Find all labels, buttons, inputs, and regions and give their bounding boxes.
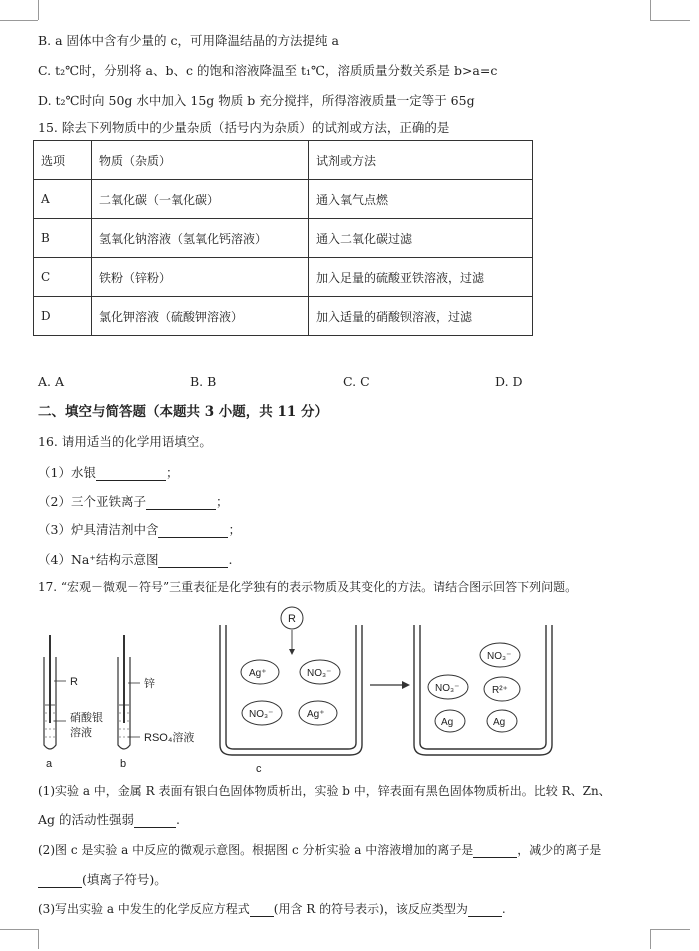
q17-part2-mid: ，减少的离子是: [517, 843, 602, 857]
table-row: [34, 258, 533, 297]
q16-item-1: [38, 463, 178, 481]
table-cell: 加入适量的硝酸钡溶液，过滤: [309, 297, 533, 336]
corner-mark: [0, 20, 38, 21]
table-header-cell: 试剂或方法: [309, 141, 533, 180]
q16-item-label: （1）水银: [38, 465, 96, 480]
table-row: [34, 219, 533, 258]
q17-part2-text: (2)图 c 是实验 a 中反应的微观示意图。根据图 c 分析实验 a 中溶液增加的离子是: [38, 843, 474, 857]
test-tube-a: [44, 635, 103, 770]
answer-blank[interactable]: [473, 843, 517, 858]
q16-item-end: ；: [165, 465, 179, 480]
option-c-line: C. t₂℃时，分别将 a、b、c 的饱和溶液降温至 t₁℃，溶质质量分数关系是 b>a=c: [38, 63, 498, 78]
section-heading: 二、填空与简答题（本题共 3 小题，共 11 分）: [38, 404, 328, 420]
beaker-after: [414, 625, 552, 755]
choice-b: B. B: [190, 374, 217, 389]
option-b-line: B. a 固体中含有少量的 c，可用降温结晶的方法提纯 a: [38, 33, 339, 48]
corner-mark: [18, 0, 39, 20]
table-header-row: [34, 141, 533, 180]
answer-blank[interactable]: [158, 522, 228, 538]
question-16-stem: 16. 请用适当的化学用语填空。: [38, 434, 212, 449]
q16-item-2: [38, 492, 228, 510]
q17-part3-mid: (用含 R 的符号表示)，该反应类型为: [273, 902, 468, 916]
table-cell: 氢氧化钠溶液（氢氧化钙溶液）: [92, 219, 309, 258]
arrow-down-icon: [289, 649, 295, 655]
tube-a-liquid-label: 溶液: [70, 727, 92, 739]
tube-a-caption: a: [46, 758, 53, 770]
q17-part1-line1: (1)实验 a 中，金属 R 表面有银白色固体物质析出，实验 b 中，锌表面有黑色固体物质析出。比较 R、Zn、: [38, 784, 611, 798]
ion-label: Ag⁺: [249, 668, 267, 679]
table-cell: 二氧化碳（一氧化碳）: [92, 180, 309, 219]
q16-item-4: [38, 550, 232, 568]
tube-b-liquid-label: RSO₄溶液: [144, 732, 195, 744]
answer-blank[interactable]: [146, 494, 216, 510]
ion-label: NO₃⁻: [307, 668, 332, 679]
q16-item-end: ；: [228, 522, 241, 537]
answer-blank[interactable]: [250, 902, 274, 917]
q16-item-end: .: [228, 552, 233, 567]
ion-label: NO₃⁻: [249, 709, 274, 720]
table-row: [34, 297, 533, 336]
q17-part2-line1: [38, 841, 601, 858]
table-header-cell: 物质（杂质）: [92, 141, 309, 180]
q16-item-label: （3）炉具清洁剂中含: [38, 522, 159, 537]
corner-mark: [650, 929, 671, 949]
q17-part2-end: (填离子符号)。: [82, 872, 167, 887]
test-tube-b: [118, 635, 194, 770]
beaker-c-caption: c: [256, 763, 262, 775]
tube-a-liquid-label: 硝酸银: [70, 712, 103, 724]
answer-blank[interactable]: [38, 872, 82, 888]
ion-label: Ag⁺: [307, 709, 325, 720]
tube-b-caption: b: [120, 758, 127, 770]
ion-label: NO₃⁻: [487, 651, 512, 662]
q17-part3-text: (3)写出实验 a 中发生的化学反应方程式: [38, 902, 250, 916]
q17-part1-end: .: [176, 812, 180, 827]
table-cell: 铁粉（锌粉）: [92, 258, 309, 297]
table-cell: B: [34, 219, 92, 258]
ion-label: R²⁺: [492, 685, 508, 696]
experiment-figure: [30, 605, 560, 775]
atom-label: Ag: [441, 717, 454, 728]
table-row: [34, 180, 533, 219]
q16-item-3: [38, 520, 241, 538]
choice-c: C. C: [343, 374, 370, 389]
tube-a-top-label: R: [70, 676, 78, 688]
corner-mark: [650, 0, 671, 20]
answer-blank[interactable]: [158, 552, 228, 568]
answer-blank[interactable]: [468, 902, 502, 917]
ion-label: NO₃⁻: [435, 683, 460, 694]
choice-a: A. A: [38, 374, 65, 389]
question-15-stem: 15. 除去下列物质中的少量杂质（括号内为杂质）的试剂或方法，正确的是: [38, 120, 450, 135]
corner-mark: [650, 20, 690, 21]
table-header-cell: 选项: [34, 141, 92, 180]
impurity-table: [33, 140, 533, 336]
q17-part3-end: .: [501, 902, 506, 916]
falling-atom-label: R: [288, 613, 296, 625]
question-17-stem: 17. “宏观－微观－符号”三重表征是化学独有的表示物质及其变化的方法。请结合图示回答下列问题。: [38, 580, 578, 594]
q17-part3-line: [38, 900, 506, 917]
q16-item-label: （2）三个亚铁离子: [38, 494, 146, 509]
table-cell: 通入氧气点燃: [309, 180, 533, 219]
choice-d: D. D: [495, 374, 523, 389]
q16-item-label: （4）Na⁺结构示意图: [38, 552, 159, 567]
answer-blank[interactable]: [96, 465, 166, 481]
table-cell: A: [34, 180, 92, 219]
table-cell: 通入二氧化碳过滤: [309, 219, 533, 258]
corner-mark: [18, 929, 39, 949]
beaker-before: [220, 607, 362, 775]
arrow-right-icon: [402, 681, 410, 689]
atom-label: Ag: [493, 717, 506, 728]
table-cell: 加入足量的硫酸亚铁溶液，过滤: [309, 258, 533, 297]
q17-part1-line2: [38, 810, 180, 828]
q17-part1-text: Ag 的活动性强弱: [38, 812, 135, 827]
table-cell: C: [34, 258, 92, 297]
table-cell: D: [34, 297, 92, 336]
table-cell: 氯化钾溶液（硫酸钾溶液）: [92, 297, 309, 336]
q17-part2-line2: [38, 870, 167, 888]
option-d-line: D. t₂℃时向 50g 水中加入 15g 物质 b 充分搅拌，所得溶液质量一定等于 65g: [38, 93, 475, 108]
corner-mark: [650, 929, 690, 930]
tube-b-top-label: 锌: [144, 678, 155, 690]
q16-item-end: ；: [215, 494, 229, 509]
answer-blank[interactable]: [134, 812, 176, 828]
corner-mark: [0, 929, 38, 930]
